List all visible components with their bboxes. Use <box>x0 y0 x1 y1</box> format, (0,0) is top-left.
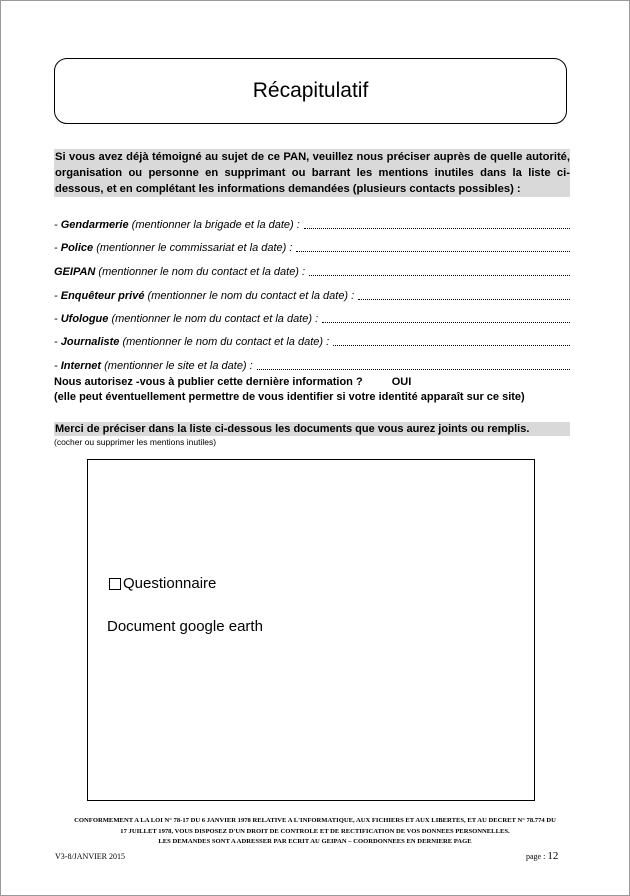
legal-line: 17 JUILLET 1978, VOUS DISPOSEZ D'UN DROIT DE CONTROLE ET DE RECTIFICATION DE VOS DONNEES PERSONNELLES. <box>120 827 510 835</box>
publish-note: (elle peut éventuellement permettre de vous identifier si votre identité apparaît sur ce site) <box>54 391 525 403</box>
contact-line <box>54 289 570 303</box>
contact-label <box>54 312 318 326</box>
contact-line <box>54 218 570 232</box>
contact-label <box>54 265 305 279</box>
contact-hint: (mentionner le nom du contact et la date) : <box>144 290 355 302</box>
contact-label <box>54 218 300 232</box>
intro-paragraph: Si vous avez déjà témoigné au sujet de ce PAN, veuillez nous préciser auprès de quelle autorité, organisation ou personne en supprimant ou barrant les mentions inutiles dans la liste ci-dessous, et en complétant les informations demandées (plusieurs contacts possibles) : <box>55 151 570 195</box>
page-label: page : <box>526 852 546 861</box>
contact-hint: (mentionner le site et la date) : <box>101 360 253 372</box>
contact-prefix: - <box>54 313 61 325</box>
checkbox-icon[interactable] <box>109 578 121 590</box>
contact-label <box>54 335 329 349</box>
contact-label <box>54 241 292 255</box>
contact-fill-line[interactable] <box>333 335 570 346</box>
contact-fill-line[interactable] <box>322 312 570 323</box>
document-item-google-earth[interactable] <box>107 618 263 636</box>
contact-label <box>54 359 253 373</box>
contact-line <box>54 335 570 349</box>
legal-line: CONFORMEMENT A LA LOI N° 78-17 DU 6 JANVIER 1978 RELATIVE A L'INFORMATIQUE, AUX FICHIERS ET AUX LIBERTES, ET AU DECRET N° 78.774 DU <box>74 817 556 824</box>
contact-name: Police <box>60 242 94 254</box>
contact-line <box>54 359 570 373</box>
contact-fill-line[interactable] <box>296 241 570 252</box>
contact-prefix: - <box>54 336 61 348</box>
documents-box <box>87 459 535 801</box>
contact-fill-line[interactable] <box>304 218 570 229</box>
document-item-label: Document google earth <box>107 618 263 635</box>
page-number: 12 <box>547 850 559 862</box>
contact-line <box>54 312 570 326</box>
page-title: Récapitulatif <box>252 79 369 102</box>
contact-name: Enquêteur privé <box>60 290 145 302</box>
contact-label <box>54 289 354 303</box>
publish-question-line <box>54 375 525 390</box>
contact-prefix: - <box>54 290 61 302</box>
contact-hint: (mentionner le nom du contact et la date) : <box>95 266 306 278</box>
publish-answer[interactable]: OUI <box>391 376 412 388</box>
contact-hint: (mentionner le commissariat et la date) : <box>93 242 293 254</box>
contact-prefix: - <box>54 360 61 372</box>
contact-name: GEIPAN <box>54 266 96 278</box>
documents-note: (cocher ou supprimer les mentions inutiles) <box>54 437 217 447</box>
contact-fill-line[interactable] <box>257 359 570 370</box>
contact-name: Journaliste <box>60 336 120 348</box>
contact-name: Ufologue <box>60 313 109 325</box>
contact-name: Gendarmerie <box>60 219 129 231</box>
documents-heading: Merci de préciser dans la liste ci-dessous les documents que vous aurez joints ou remplis. <box>54 422 570 436</box>
footer-version: V3-8/JANVIER 2015 <box>55 852 125 861</box>
contact-fill-line[interactable] <box>309 265 570 276</box>
document-item-label: Questionnaire <box>123 575 217 592</box>
contact-prefix: - <box>54 242 61 254</box>
contact-hint: (mentionner le nom du contact et la date) : <box>119 336 330 348</box>
contact-line <box>54 241 570 255</box>
document-item-questionnaire[interactable] <box>109 575 216 593</box>
title-box <box>54 58 567 124</box>
contact-hint: (mentionner la brigade et la date) : <box>128 219 300 231</box>
contact-hint: (mentionner le nom du contact et la date) : <box>108 313 319 325</box>
publish-block <box>54 375 525 405</box>
contact-name: Internet <box>60 360 102 372</box>
contact-prefix: - <box>54 219 61 231</box>
publish-question: Nous autorisez -vous à publier cette dernière information ? <box>54 376 363 388</box>
contact-fill-line[interactable] <box>358 289 570 300</box>
contact-line <box>54 265 570 279</box>
footer-page <box>526 850 558 862</box>
legal-line: LES DEMANDES SONT A ADRESSER PAR ECRIT AU GEIPAN – COORDONNEES EN DERNIERE PAGE <box>158 838 472 845</box>
legal-notice <box>60 816 570 848</box>
